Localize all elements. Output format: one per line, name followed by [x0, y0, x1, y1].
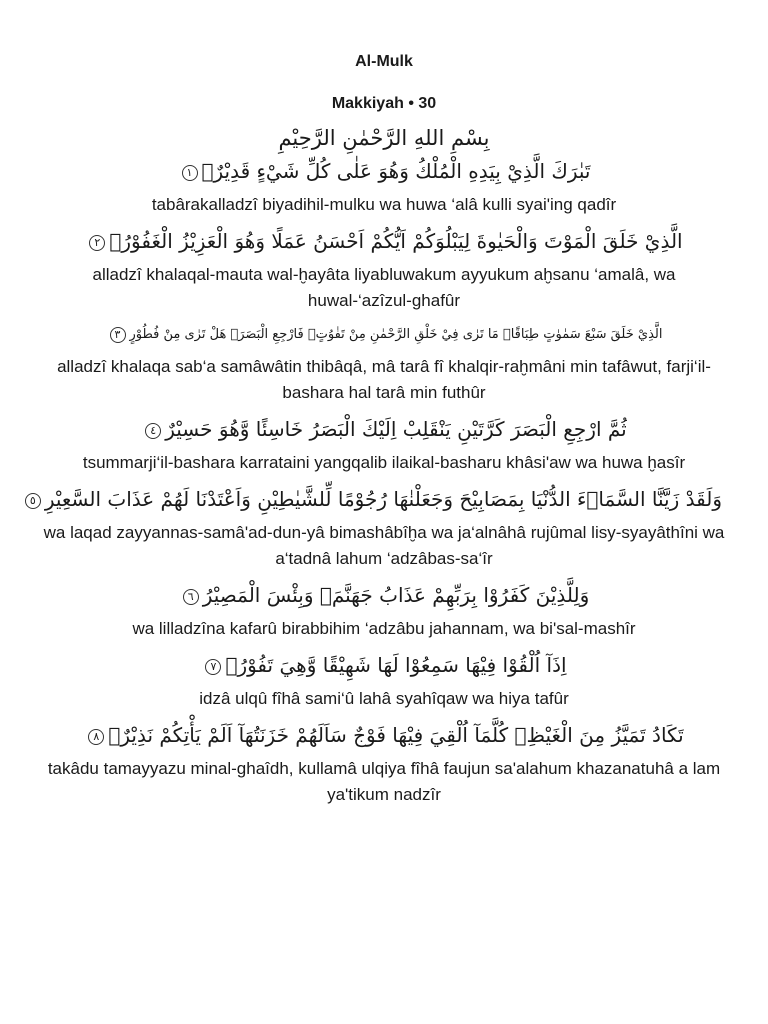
verse-list — [29, 154, 728, 808]
verse-arabic-text: تَكَادُ تَمَيَّزُ مِنَ الْغَيْظِۗ كُلَّمَآ اُلْقِيَ فِيْهَا فَوْجٌ سَاَلَهُمْ خَزَنَتُهَآ اَلَمْ يَأْتِكُمْ نَذِيْرٌۙ — [108, 723, 684, 747]
verse-transliteration: wa lilladzîna kafarû birabbihim ‘adzâbu jahannam, wa bi'sal-mashîr — [132, 619, 636, 638]
ayah-number-icon: ٧ — [205, 659, 221, 675]
surah-subtitle: Makkiyah • 30 — [331, 95, 437, 112]
verse-arabic-text: الَّذِيْ خَلَقَ الْمَوْتَ وَالْحَيٰوةَ لِيَبْلُوَكُمْ اَيُّكُمْ اَحْسَنُ عَمَلًا وَهُوَ الْعَزِيْزُ الْغَفُوْرُۙ — [109, 229, 683, 253]
verse-5 — [29, 482, 728, 572]
ayah-number-icon: ١ — [182, 165, 198, 181]
verse-arabic-text: الَّذِيْ خَلَقَ سَبْعَ سَمٰوٰتٍ طِبَاقًاۗ مَا تَرٰى فِيْ خَلْقِ الرَّحْمٰنِ مِنْ تَفٰوُتٍۗ فَارْجِعِ الْبَصَرَۙ هَلْ تَرٰى مِنْ فُطُوْرٍ — [129, 327, 663, 342]
verse-arabic-text: تَبٰرَكَ الَّذِيْ بِيَدِهِ الْمُلْكُ وَهُوَ عَلٰى كُلِّ شَيْءٍ قَدِيْرٌۙ — [201, 159, 591, 183]
verse-transliteration: wa laqad zayyannas-samâ'ad-dun-yâ bimashâbîḫa wa ja‘alnâhâ rujûmal lisy-syayâthîni wa a‘tadnâ lahum ‘adzâbas-sa‘îr — [43, 523, 725, 568]
verse-arabic-text: وَلِلَّذِيْنَ كَفَرُوْا بِرَبِّهِمْ عَذَابُ جَهَنَّمَۗ وَبِئْسَ الْمَصِيْرُ — [202, 583, 590, 607]
basmalah: بِسْمِ اللهِ الرَّحْمٰنِ الرَّحِيْمِ — [278, 126, 490, 150]
ayah-number-icon: ٤ — [145, 423, 161, 439]
verse-transliteration: alladzî khalaqa sab‘a samâwâtin thibâqâ, mâ tarâ fî khalqir-raḫmâni min tafâwut, farji‘il-bashara hal tarâ min futhûr — [57, 357, 711, 402]
verse-7 — [40, 648, 728, 712]
verse-arabic — [40, 224, 728, 258]
verse-4 — [40, 412, 728, 476]
verse-transliteration: takâdu tamayyazu minal-ghaîdh, kullamâ ulqiya fîhâ faujun sa'alahum khazanatuhâ a lam ya'tikum nadzîr — [47, 759, 721, 804]
verse-8 — [40, 718, 728, 808]
ayah-number-icon: ٢ — [89, 235, 105, 251]
verse-transliteration: idzâ ulqû fîhâ sami‘û lahâ syahîqaw wa hiya tafûr — [199, 689, 569, 708]
verse-arabic — [29, 482, 728, 516]
verse-arabic-text: ثُمَّ ارْجِعِ الْبَصَرَ كَرَّتَيْنِ يَنْقَلِبْ اِلَيْكَ الْبَصَرُ خَاسِئًا وَّهُوَ حَسِيْرٌ — [165, 417, 627, 441]
surah-title: Al-Mulk — [355, 53, 413, 70]
verse-arabic — [40, 578, 728, 612]
verse-transliteration: tsummarji‘il-bashara karrataini yangqalib ilaikal-basharu khâsi'aw wa huwa ḫasîr — [82, 453, 686, 472]
verse-arabic-text: وَلَقَدْ زَيَّنَّا السَّمَاۤءَ الدُّنْيَا بِمَصَابِيْحَ وَجَعَلْنٰهَا رُجُوْمًا لِّلشَّيٰطِيْنِ وَاَعْتَدْنَا لَهُمْ عَذَابَ السَّعِيْرِ — [44, 487, 722, 511]
verse-arabic — [40, 320, 728, 350]
verse-3 — [40, 320, 728, 406]
verse-transliteration: tabârakalladzî biyadihil-mulku wa huwa ‘alâ kulli syai'ing qadîr — [151, 195, 617, 214]
ayah-number-icon: ٣ — [110, 327, 126, 343]
ayah-number-icon: ٨ — [88, 729, 104, 745]
verse-arabic — [40, 412, 728, 446]
ayah-number-icon: ٦ — [183, 589, 199, 605]
verse-arabic — [40, 648, 728, 682]
verse-arabic — [40, 718, 728, 752]
verse-2 — [40, 224, 728, 314]
verse-6 — [40, 578, 728, 642]
verse-1 — [40, 154, 728, 218]
verse-arabic — [40, 154, 728, 188]
verse-transliteration: alladzî khalaqal-mauta wal-ḫayâta liyabluwakum ayyukum aḫsanu ‘amalâ, wa huwal-‘azîzul-ghafûr — [92, 265, 676, 310]
verse-arabic-text: اِذَآ اُلْقُوْا فِيْهَا سَمِعُوْا لَهَا شَهِيْقًا وَّهِيَ تَفُوْرُۙ — [225, 653, 567, 677]
ayah-number-icon: ٥ — [25, 493, 41, 509]
